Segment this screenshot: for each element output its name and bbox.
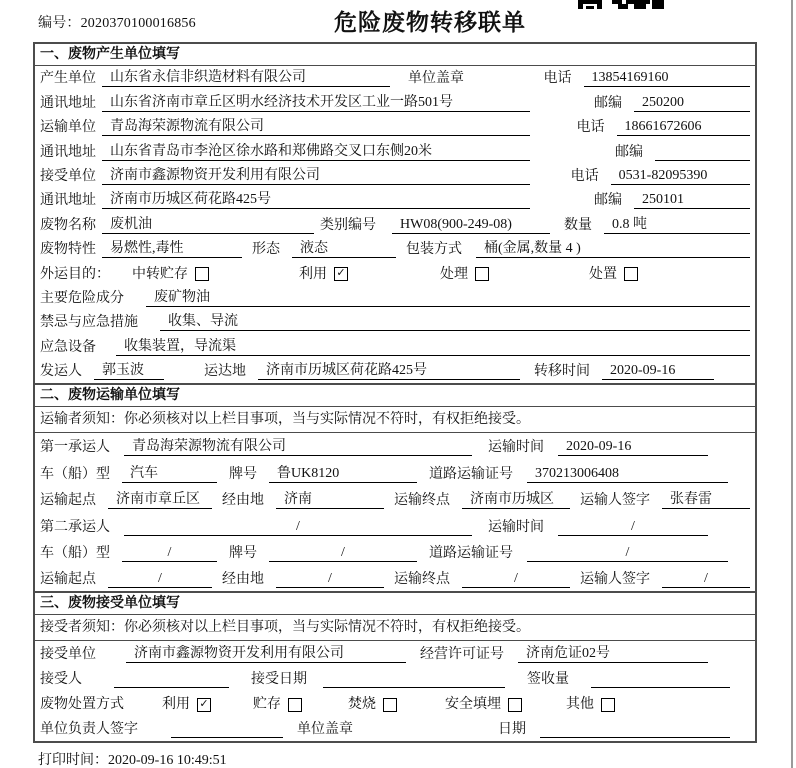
road-permit-label: 道路运输证号: [429, 466, 513, 482]
section3-notice: 接受者须知：你必须核对以上栏目事项，当与实际情况不符时，有权拒绝接受。: [35, 615, 755, 641]
document-number-label: 编号：: [38, 16, 81, 31]
phone-label: 电话: [543, 71, 572, 87]
checkbox-icon: [195, 267, 209, 281]
address-value: 山东省济南市章丘区明水经济技术开发区工业一路501号: [102, 94, 530, 112]
disposal-option: [348, 696, 397, 713]
road-permit-value: 370213006408: [527, 465, 728, 483]
phone-value: 18661672606: [617, 118, 751, 136]
address-label: 通讯地址: [40, 144, 96, 160]
purpose-option: [589, 266, 638, 283]
row-route1: [35, 486, 755, 512]
purpose-label: 外运目的：: [40, 266, 110, 282]
head-sign-label: 单位负责人签字: [40, 722, 138, 738]
shipper-value: 郭玉波: [94, 362, 164, 380]
carrier-sign-label: 运输人签字: [580, 572, 650, 588]
license-label: 经营许可证号: [420, 647, 504, 663]
equipment-label: 应急设备: [40, 339, 96, 355]
document-number-value: 2020370100016856: [80, 16, 196, 31]
row-receiver: [35, 164, 755, 188]
packing-value: 桶(金属,数量 4 ): [476, 240, 750, 258]
shipper-label: 发运人: [40, 364, 82, 380]
checkbox-icon: [624, 267, 638, 281]
vehicle-type-label: 车（船）型: [40, 466, 110, 482]
address-value: 山东省青岛市李沧区徐水路和郑佛路交叉口东侧20米: [102, 143, 530, 161]
road-permit-label: 道路运输证号: [429, 546, 513, 562]
disposal-label: 废物处置方式: [40, 697, 124, 713]
via-value: 济南: [276, 491, 384, 509]
category-value: HW08(900-249-08): [392, 216, 550, 234]
section3-body: [35, 641, 755, 741]
head-sign-value: [171, 737, 283, 738]
section2-notice: 运输者须知：你必须核对以上栏目事项，当与实际情况不符时，有权拒绝接受。: [35, 407, 755, 433]
trait-value: 易燃性,毒性: [102, 240, 242, 258]
row-route2: [35, 565, 755, 591]
zip-label: 邮编: [594, 193, 622, 209]
section3-header: 三、废物接受单位填写: [35, 591, 755, 615]
section1-header: 一、废物产生单位填写: [35, 44, 755, 66]
acceptor-value: [114, 687, 229, 688]
trait-label: 废物特性: [40, 242, 96, 258]
disposal-option: [566, 696, 615, 713]
vehicle-type-value: /: [122, 544, 217, 562]
quantity-label: 数量: [564, 217, 592, 233]
purpose-option-label: 利用: [299, 266, 327, 282]
checkbox-icon: [601, 698, 615, 712]
date-value: [540, 737, 730, 738]
origin-label: 运输起点: [40, 493, 96, 509]
destination-label: 运达地: [204, 364, 246, 380]
end-label: 运输终点: [394, 572, 450, 588]
carrier1-value: 青岛海荣源物流有限公司: [124, 438, 472, 456]
purpose-option-label: 中转贮存: [132, 266, 188, 282]
carrier-sign-value: 张春雷: [662, 491, 750, 509]
road-permit-value: /: [527, 544, 728, 562]
row-carrier2: [35, 512, 755, 538]
end-label: 运输终点: [394, 493, 450, 509]
page-title: 危险废物转移联单: [334, 10, 526, 35]
phone-value: 0531-82095390: [611, 167, 750, 185]
disposal-option: [253, 696, 302, 713]
transport-time-value: 2020-09-16: [558, 438, 708, 456]
form-label: 形态: [252, 242, 280, 258]
equipment-value: 收集装置，导流渠: [116, 338, 750, 356]
transporter-value: 青岛海荣源物流有限公司: [102, 118, 530, 136]
plate-label: 牌号: [229, 466, 257, 482]
row-carrier1: [35, 433, 755, 459]
origin-value: 济南市章丘区: [108, 491, 212, 509]
checkbox-icon: ✓: [197, 698, 211, 712]
accept-unit-value: 济南市鑫源物资开发利用有限公司: [126, 645, 406, 663]
row-taboo: [35, 310, 755, 334]
end-value: /: [462, 570, 570, 588]
category-label: 类别编号: [320, 217, 376, 233]
carrier1-label: 第一承运人: [40, 440, 110, 456]
transporter-label: 运输单位: [40, 120, 96, 136]
transfer-time-value: 2020-09-16: [602, 362, 714, 380]
row-waste-name: [35, 212, 755, 236]
row-waste-trait: [35, 237, 755, 261]
zip-label: 邮编: [594, 95, 622, 111]
disposal-option: [445, 696, 522, 713]
row-receiver-address: [35, 188, 755, 212]
row-purpose: [35, 261, 755, 285]
via-value: /: [276, 570, 384, 588]
packing-label: 包装方式: [406, 242, 462, 258]
page-edge-divider: [791, 0, 793, 768]
disposal-option: [162, 696, 211, 713]
disposal-option-label: 贮存: [253, 697, 281, 713]
plate-value: /: [269, 544, 417, 562]
phone-value: 13854169160: [584, 69, 751, 87]
taboo-label: 禁忌与应急措施: [40, 315, 138, 331]
hazard-value: 废矿物油: [146, 289, 750, 307]
phone-label: 电话: [570, 168, 599, 184]
vehicle-type-value: 汽车: [122, 465, 217, 483]
accept-unit-label: 接受单位: [40, 647, 96, 663]
carrier-sign-value: /: [662, 570, 750, 588]
row-equipment: [35, 334, 755, 358]
end-value: 济南市历城区: [462, 491, 570, 509]
via-label: 经由地: [222, 493, 264, 509]
unit-seal-label: 单位盖章: [297, 722, 353, 738]
print-time: [38, 749, 227, 768]
row-transporter-address: [35, 139, 755, 163]
row-vehicle2: [35, 539, 755, 565]
row-producer: [35, 66, 755, 90]
destination-value: 济南市历城区荷花路425号: [258, 362, 520, 380]
section2-header: 二、废物运输单位填写: [35, 383, 755, 407]
zip-value: 250101: [634, 191, 750, 209]
checkbox-icon: [288, 698, 302, 712]
hazard-label: 主要危险成分: [40, 290, 124, 306]
print-time-value: 2020-09-16 10:49:51: [108, 753, 227, 768]
license-value: 济南危证02号: [518, 645, 708, 663]
disposal-option-label: 利用: [162, 697, 190, 713]
disposal-option-label: 安全填埋: [445, 697, 501, 713]
acceptor-label: 接受人: [40, 672, 82, 688]
purpose-option: [440, 266, 489, 283]
transport-time-value: /: [558, 518, 708, 536]
row-shipper: [35, 359, 755, 383]
purpose-option: [299, 266, 348, 283]
row-vehicle1: [35, 459, 755, 485]
address-label: 通讯地址: [40, 193, 96, 209]
received-qty-label: 签收量: [527, 672, 569, 688]
receiver-value: 济南市鑫源物资开发利用有限公司: [102, 167, 530, 185]
checkbox-icon: ✓: [334, 267, 348, 281]
transport-time-label: 运输时间: [488, 519, 544, 535]
waste-name-value: 废机油: [102, 216, 314, 234]
address-label: 通讯地址: [40, 95, 96, 111]
row-accept-unit: [35, 641, 755, 666]
date-label: 日期: [498, 722, 526, 738]
row-transporter: [35, 115, 755, 139]
received-qty-value: [591, 687, 730, 688]
phone-label: 电话: [576, 120, 605, 136]
unit-seal-label: 单位盖章: [408, 71, 464, 87]
accept-date-label: 接受日期: [251, 672, 307, 688]
row-disposal: [35, 691, 755, 716]
plate-label: 牌号: [229, 546, 257, 562]
waste-name-label: 废物名称: [40, 217, 96, 233]
row-acceptor: [35, 666, 755, 691]
form-value: 液态: [292, 240, 396, 258]
print-time-label: 打印时间：: [38, 753, 108, 768]
taboo-value: 收集、导流: [160, 313, 750, 331]
carrier-sign-label: 运输人签字: [580, 493, 650, 509]
receiver-label: 接受单位: [40, 168, 96, 184]
vehicle-type-label: 车（船）型: [40, 546, 110, 562]
transport-time-label: 运输时间: [488, 440, 544, 456]
producer-label: 产生单位: [40, 71, 96, 87]
purpose-option-label: 处理: [440, 266, 468, 282]
origin-label: 运输起点: [40, 572, 96, 588]
zip-label: 邮编: [615, 144, 643, 160]
checkbox-icon: [475, 267, 489, 281]
purpose-option: [132, 266, 209, 283]
qr-code-icon: [578, 0, 664, 9]
section1-body: [35, 66, 755, 383]
row-head-sign: [35, 716, 755, 741]
via-label: 经由地: [222, 572, 264, 588]
row-producer-address: [35, 90, 755, 114]
disposal-option-label: 其他: [566, 697, 594, 713]
transfer-time-label: 转移时间: [534, 364, 590, 380]
quantity-value: 0.8 吨: [604, 216, 750, 234]
carrier2-label: 第二承运人: [40, 519, 110, 535]
zip-value: [655, 160, 750, 161]
checkbox-icon: [383, 698, 397, 712]
carrier2-value: /: [124, 518, 472, 536]
producer-value: 山东省永信非织造材料有限公司: [102, 69, 390, 87]
address-value: 济南市历城区荷花路425号: [102, 191, 530, 209]
accept-date-value: [323, 687, 505, 688]
manifest-form-table: [33, 42, 757, 743]
purpose-option-label: 处置: [589, 266, 617, 282]
section2-body: [35, 433, 755, 591]
plate-value: 鲁UK8120: [269, 465, 417, 483]
disposal-option-label: 焚烧: [348, 697, 376, 713]
origin-value: /: [108, 570, 212, 588]
row-hazard: [35, 286, 755, 310]
zip-value: 250200: [634, 94, 750, 112]
checkbox-icon: [508, 698, 522, 712]
